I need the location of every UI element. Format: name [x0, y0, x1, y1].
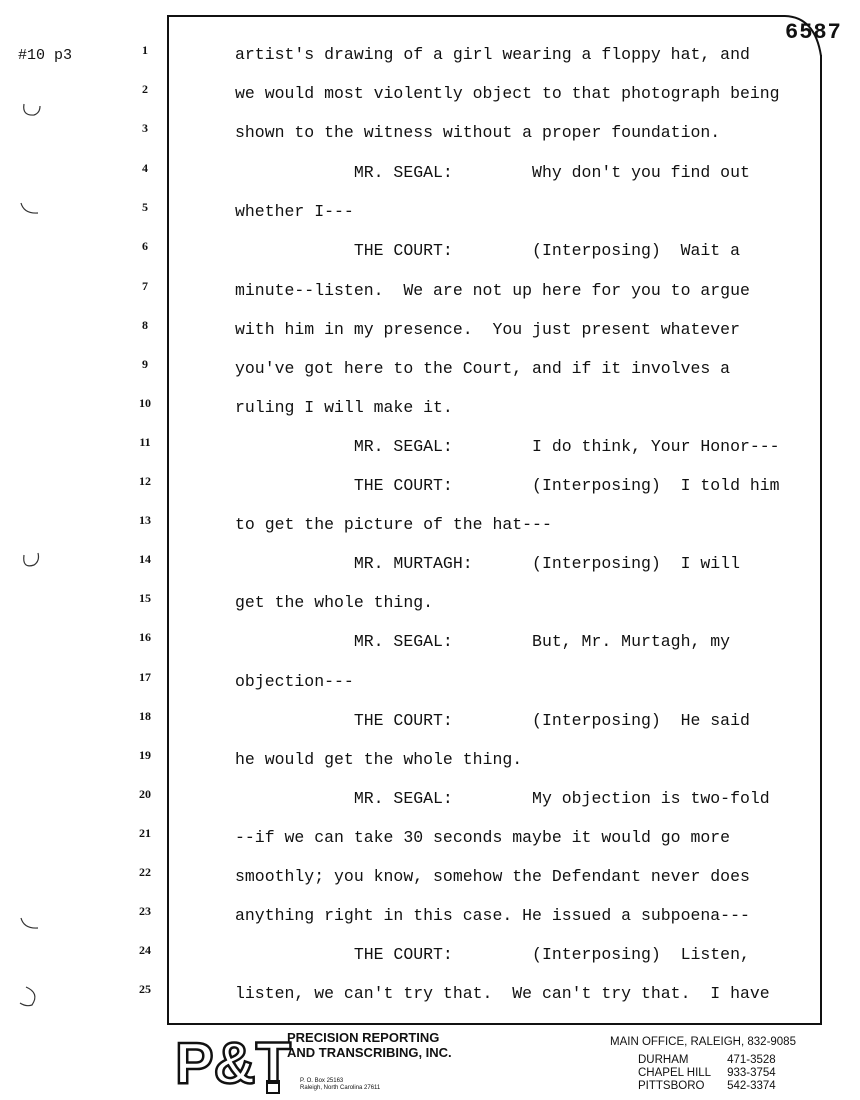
- transcript-line: artist's drawing of a girl wearing a floppy hat, and: [235, 45, 750, 64]
- transcript-line: MR. SEGAL: Why don't you find out: [235, 163, 750, 182]
- transcript-line: you've got here to the Court, and if it involves a: [235, 359, 731, 378]
- line-number: 5: [142, 200, 148, 214]
- office-city: DURHAM: [638, 1054, 689, 1066]
- pobox-line: P. O. Box 25163: [300, 1078, 344, 1084]
- transcript-line: THE COURT: (Interposing) He said: [235, 711, 750, 730]
- line-number: 18: [139, 709, 151, 723]
- line-number: 17: [139, 670, 151, 684]
- punch-hole-icon: [20, 547, 42, 569]
- punch-hole-icon: [20, 98, 42, 120]
- transcript-line: objection---: [235, 672, 354, 691]
- transcript-line: he would get the whole thing.: [235, 750, 523, 769]
- transcript-line: MR. SEGAL: My objection is two-fold: [235, 789, 770, 808]
- line-number: 12: [139, 474, 151, 488]
- transcript-line: we would most violently object to that photograph being: [235, 84, 780, 103]
- office-phone: 933-3754: [727, 1067, 776, 1079]
- transcript-line: THE COURT: (Interposing) Listen,: [235, 945, 750, 964]
- company-name-line1: PRECISION REPORTING: [287, 1030, 440, 1045]
- frame-right-border: [820, 55, 822, 1025]
- line-number: 14: [139, 552, 151, 566]
- office-phone: 471-3528: [727, 1054, 776, 1066]
- line-number: 24: [139, 943, 151, 957]
- line-number: 20: [139, 787, 151, 801]
- company-logo-icon: [175, 1029, 291, 1097]
- line-number: 1: [142, 43, 148, 57]
- line-number: 23: [139, 904, 151, 918]
- page-label: #10 p3: [18, 47, 73, 64]
- punch-hole-icon: [18, 912, 40, 934]
- punch-hole-icon: [18, 197, 40, 219]
- office-row: [638, 1067, 792, 1080]
- transcript-line: MR. SEGAL: I do think, Your Honor---: [235, 437, 780, 456]
- line-number: 16: [139, 630, 151, 644]
- main-office: MAIN OFFICE, RALEIGH, 832-9085: [610, 1036, 796, 1048]
- line-number: 9: [142, 357, 148, 371]
- company-name: [287, 1030, 487, 1060]
- frame-corner-curve: [785, 15, 825, 57]
- transcript-line: THE COURT: (Interposing) I told him: [235, 476, 780, 495]
- punch-hole-icon: [18, 985, 40, 1007]
- line-number: 3: [142, 121, 148, 135]
- transcript-line: with him in my presence. You just present whatever: [235, 320, 740, 339]
- office-city: CHAPEL HILL: [638, 1067, 712, 1079]
- office-row: [638, 1054, 792, 1067]
- transcript-line: --if we can take 30 seconds maybe it would go more: [235, 828, 731, 847]
- company-address: [300, 1078, 450, 1092]
- company-logo-text: P&T: [175, 1031, 291, 1096]
- transcript-line: to get the picture of the hat---: [235, 515, 552, 534]
- line-number: 6: [142, 239, 148, 253]
- office-row: [638, 1080, 792, 1093]
- line-number: 15: [139, 591, 151, 605]
- line-number: 4: [142, 161, 148, 175]
- line-number: 10: [139, 396, 151, 410]
- page-number: 6587: [785, 20, 842, 45]
- transcript-line: THE COURT: (Interposing) Wait a: [235, 241, 740, 260]
- line-number: 25: [139, 982, 151, 996]
- transcript-line: anything right in this case. He issued a subpoena---: [235, 906, 750, 925]
- transcript-line: smoothly; you know, somehow the Defendant never does: [235, 867, 750, 886]
- office-list: [638, 1054, 792, 1093]
- office-phone: 542-3374: [727, 1080, 776, 1092]
- transcript-line: listen, we can't try that. We can't try that. I have: [235, 984, 770, 1003]
- transcript-line: shown to the witness without a proper foundation.: [235, 123, 721, 142]
- line-number: 2: [142, 82, 148, 96]
- line-number: 13: [139, 513, 151, 527]
- transcript-line: minute--listen. We are not up here for you to argue: [235, 281, 750, 300]
- line-number: 19: [139, 748, 151, 762]
- transcript-line: get the whole thing.: [235, 593, 434, 612]
- frame-top-border: [167, 15, 785, 17]
- line-number: 21: [139, 826, 151, 840]
- transcript-line: MR. MURTAGH: (Interposing) I will: [235, 554, 740, 573]
- city-line: Raleigh, North Carolina 27611: [300, 1085, 381, 1091]
- line-number: 11: [139, 435, 151, 449]
- frame-left-border: [167, 15, 169, 1025]
- office-city: PITTSBORO: [638, 1080, 705, 1092]
- line-number: 7: [142, 279, 148, 293]
- transcript-line: MR. SEGAL: But, Mr. Murtagh, my: [235, 632, 731, 651]
- line-number: 22: [139, 865, 151, 879]
- line-number: 8: [142, 318, 148, 332]
- company-name-line2: AND TRANSCRIBING, INC.: [287, 1045, 452, 1060]
- frame-bottom-border: [167, 1023, 822, 1025]
- transcript-line: ruling I will make it.: [235, 398, 453, 417]
- transcript-line: whether I---: [235, 202, 354, 221]
